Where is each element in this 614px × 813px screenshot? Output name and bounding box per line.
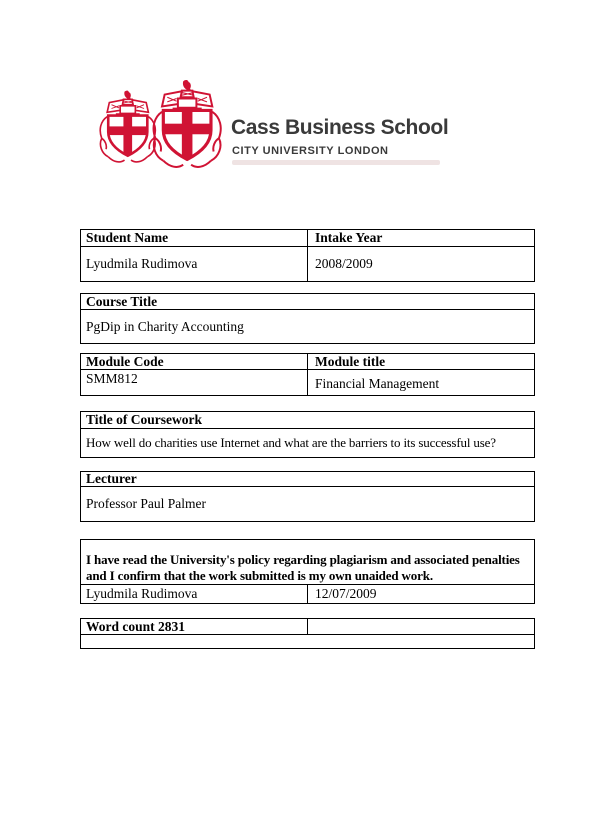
word-count-empty-cell — [308, 619, 534, 634]
course-title-section — [80, 293, 535, 344]
module-code-label: Module Code — [81, 354, 308, 369]
module-title-label: Module title — [315, 353, 386, 369]
plagiarism-statement-line1: I have read the University's policy regarding plagiarism and associated penalties — [86, 552, 520, 567]
word-count-label: Word count 2831 — [81, 619, 308, 634]
coursework-title-label: Title of Coursework — [86, 412, 202, 427]
bottom-empty-cell — [81, 635, 534, 648]
logo-strapline-artifact — [232, 160, 440, 165]
course-title-header-row — [81, 294, 534, 310]
lecturer-header-row — [81, 472, 534, 487]
module-value-row — [81, 370, 534, 395]
school-name: Cass Business School — [231, 116, 449, 139]
intake-year-label: Intake Year — [315, 230, 383, 245]
university-crest-icon — [98, 80, 226, 170]
coursework-cover-form — [80, 229, 535, 649]
student-name-label: Student Name — [81, 230, 308, 246]
course-title-value-row — [81, 310, 534, 343]
coursework-title-section — [80, 411, 535, 458]
module-section — [80, 353, 535, 396]
course-title-value: PgDip in Charity Accounting — [86, 318, 244, 334]
coursework-title-value: How well do charities use Internet and what are the barriers to its successful use? — [86, 435, 496, 450]
signature-date: 12/07/2009 — [315, 586, 377, 601]
student-intake-section — [80, 229, 535, 282]
lecturer-value: Professor Paul Palmer — [86, 496, 206, 511]
plagiarism-statement-line2: and I confirm that the work submitted is my own unaided work. — [86, 568, 433, 583]
student-name-value: Lyudmila Rudimova — [81, 247, 308, 281]
student-intake-header-row — [81, 230, 534, 247]
lecturer-section — [80, 471, 535, 522]
lecturer-label: Lecturer — [86, 471, 137, 486]
module-title-value: Financial Management — [315, 376, 440, 391]
coursework-header-row — [81, 412, 534, 429]
intake-year-value: 2008/2009 — [315, 256, 373, 271]
word-count-row — [81, 619, 534, 635]
student-intake-value-row — [81, 247, 534, 281]
module-code-value: SMM812 — [81, 370, 308, 395]
university-name: CITY UNIVERSITY LONDON — [232, 145, 389, 157]
bottom-empty-row — [81, 635, 534, 648]
course-title-label: Course Title — [86, 293, 158, 309]
module-header-row — [81, 354, 534, 370]
coursework-value-row — [81, 429, 534, 457]
declaration-section — [80, 539, 535, 604]
signature-name: Lyudmila Rudimova — [81, 585, 308, 603]
signature-row — [81, 584, 534, 603]
lecturer-value-row — [81, 487, 534, 521]
word-count-section — [80, 618, 535, 649]
plagiarism-statement — [81, 540, 534, 584]
